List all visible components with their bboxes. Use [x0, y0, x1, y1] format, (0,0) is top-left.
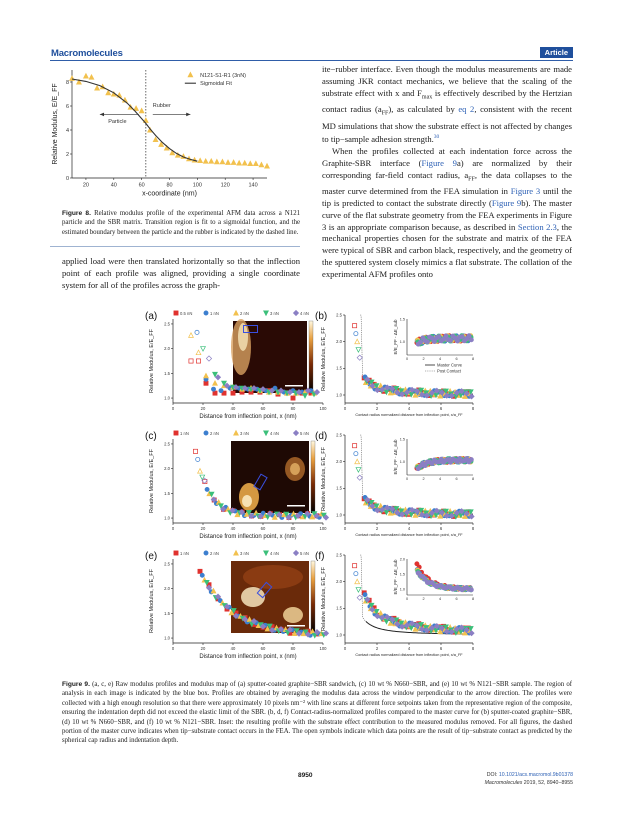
inset-x-tick-label: 2 [422, 477, 425, 481]
x-tick-label: 100 [319, 646, 327, 652]
inset-x-tick-label: 2 [422, 357, 425, 361]
x-tick-label: 120 [220, 182, 230, 189]
data-point [196, 359, 200, 363]
inset-x-tick-label: 8 [471, 357, 475, 361]
inset-y-tick-label: 1.0 [399, 339, 405, 344]
inset-x-tick-label: 0 [405, 357, 409, 361]
inset-x-tick-label: 8 [471, 597, 475, 601]
scale-bar [287, 505, 305, 507]
particle-arrowhead [100, 113, 104, 117]
data-point [231, 160, 236, 165]
x-tick-label: 6 [439, 646, 443, 652]
figure-9d-chart [313, 427, 483, 547]
x-tick-label: 4 [407, 526, 411, 532]
y-tick-label: 2.5 [164, 441, 170, 447]
x-tick-label: 40 [230, 526, 236, 532]
legend-label: 3 nN [270, 310, 279, 316]
legend-label: 1 nN [210, 310, 219, 316]
data-point [259, 162, 264, 167]
open-data-point [355, 579, 360, 584]
x-axis-label: Distance from inflection point, x (nm) [199, 414, 297, 421]
data-point [204, 373, 209, 378]
inset-x-tick-label: 6 [455, 597, 458, 601]
x-tick-label: 20 [82, 182, 89, 189]
x-tick-label: 2 [375, 646, 379, 652]
ref-30-link[interactable]: 30 [433, 134, 440, 141]
y-tick-label: 2.0 [336, 339, 342, 345]
y-axis-label: Relative Modulus, E/E_FF [321, 327, 327, 391]
legend-label: 0.5 nN [180, 310, 193, 316]
annotation-particle: Particle [108, 118, 127, 125]
paragraph-1 [322, 64, 572, 146]
y-tick-label: 0 [65, 175, 69, 182]
legend-marker [174, 431, 178, 435]
x-tick-label: 6 [439, 406, 443, 412]
inset-data-point [469, 457, 473, 461]
x-tick-label: 0 [343, 406, 347, 412]
p2-text-b: a) are normalized by their corresponding far-field contact radius, a [322, 157, 572, 180]
panel-label: (c) [145, 431, 157, 442]
x-axis-label: Contact radius normalized distance from inflection point, x/a_FF [355, 533, 463, 537]
figure-8-caption [62, 209, 300, 237]
y-axis-label: Relative Modulus, E/E_FF [149, 449, 155, 513]
legend-marker [234, 551, 239, 556]
open-data-point [356, 348, 361, 353]
y-tick-label: 1.5 [164, 610, 170, 616]
open-data-point [355, 459, 360, 464]
figure-8-chart [50, 62, 280, 198]
y-tick-label: 1.0 [164, 635, 170, 641]
y-tick-label: 2.5 [336, 552, 342, 558]
y-axis-label: Relative Modulus, E/E_FF [149, 329, 155, 393]
x-axis-label: Distance from inflection point, x (nm) [199, 654, 297, 661]
map-feature [283, 607, 303, 623]
page-number: 8950 [298, 772, 313, 779]
legend-marker [204, 551, 208, 555]
y-tick-label: 2.5 [336, 432, 342, 438]
open-data-point [353, 324, 357, 328]
p1-text-c: ), as calculated by [388, 104, 459, 115]
legend-marker [264, 311, 269, 316]
modulus-map-image [231, 319, 307, 393]
inset-y-tick-label: 1.0 [399, 587, 405, 592]
panel-label: (b) [315, 311, 328, 322]
inset-x-tick-label: 4 [438, 597, 442, 601]
y-tick-label: 8 [65, 79, 69, 86]
open-data-point [355, 339, 360, 344]
y-tick-label: 2 [65, 151, 69, 158]
inset-data-point [448, 338, 452, 342]
data-point [204, 381, 208, 385]
data-point [205, 487, 209, 491]
legend-label: 5 nN [300, 550, 309, 556]
inset-y-axis-label: E/E_FF - ΔE_sub [393, 439, 398, 475]
x-tick-label: 140 [248, 182, 258, 189]
open-data-point [353, 564, 357, 568]
journal-name[interactable]: Macromolecules [51, 48, 123, 59]
panel-label: (d) [315, 431, 328, 442]
data-point [198, 569, 202, 573]
data-point [242, 161, 247, 166]
sigmoidal-fit-line [72, 79, 197, 161]
x-tick-label: 4 [407, 646, 411, 652]
data-point [213, 391, 217, 395]
annotation-rubber: Rubber [152, 103, 171, 110]
x-tick-label: 100 [319, 406, 327, 412]
p2-text-e: b). The master curve of the flat substrate geometry from the FEA experiments in Figure 3 is an appropriate comparison because, as described in [322, 197, 572, 232]
figure-9e-chart [143, 547, 333, 667]
x-tick-label: 40 [110, 182, 117, 189]
y-tick-label: 2.0 [164, 466, 170, 472]
inset-data-point [469, 588, 473, 592]
open-data-point [357, 595, 362, 600]
inset-data-point [467, 334, 471, 338]
open-data-point [354, 452, 358, 456]
legend-marker [204, 431, 208, 435]
map-feature [290, 463, 300, 475]
x-axis-label: Distance from inflection point, x (nm) [199, 534, 297, 541]
open-data-point [353, 444, 357, 448]
p1-text-d: , consistent with the recent MD simulations that show the substrate effect is not affected by changes to tip−sample adhesion strength. [322, 104, 572, 145]
inset-y-tick-label: 1.0 [399, 459, 405, 464]
y-axis-label: Relative Modulus, E/E_FF [321, 447, 327, 511]
x-tick-label: 8 [471, 406, 475, 412]
open-data-point [354, 332, 358, 336]
y-axis-label: Relative Modulus, E/E_FF [52, 83, 59, 165]
data-point [198, 158, 203, 163]
data-point [89, 75, 94, 80]
x-tick-label: 40 [230, 406, 236, 412]
data-point [95, 86, 100, 91]
y-tick-label: 2.5 [336, 312, 342, 318]
x-tick-label: 0 [343, 646, 347, 652]
legend-label: Sigmoidal Fit [200, 81, 232, 88]
legend-label: Post Contact [437, 368, 461, 374]
inset-x-tick-label: 0 [405, 477, 409, 481]
x-tick-label: 6 [439, 526, 443, 532]
data-point [189, 359, 193, 363]
figure-8-caption-text: Relative modulus profile of the experimental AFM data across a N121 particle and the SBR matrix. Transition region is fit to a sigmoidal function, and the estimated boundary between the particle and the rubber is indicated by the dashed line. [62, 210, 300, 236]
data-point [213, 381, 218, 386]
scale-bar [285, 385, 303, 387]
footer-citation [485, 772, 573, 787]
p2-text-c: , the data collapses to the master curve determined from the FEA simulation in [322, 169, 572, 197]
legend-label: Master Curve [437, 362, 463, 368]
data-point [211, 387, 215, 391]
inset-data-point [425, 340, 429, 344]
x-tick-label: 8 [471, 526, 475, 532]
y-axis-label: Relative Modulus, E/E_FF [149, 569, 155, 633]
data-point [231, 391, 235, 395]
panel-label: (e) [145, 551, 158, 562]
x-tick-label: 0 [171, 406, 175, 412]
inset-x-tick-label: 4 [438, 357, 442, 361]
data-point [206, 356, 211, 361]
panel-label: (f) [315, 551, 325, 562]
x-tick-label: 60 [138, 182, 145, 189]
inset-x-tick-label: 2 [422, 597, 425, 601]
x-tick-label: 2 [375, 526, 379, 532]
legend-label: 2 nN [240, 310, 249, 316]
x-tick-label: 8 [471, 646, 475, 652]
y-tick-label: 2.5 [164, 321, 170, 327]
figure-9b-chart [313, 307, 483, 427]
y-tick-label: 2.0 [336, 579, 342, 585]
data-point [253, 161, 258, 166]
x-tick-label: 80 [290, 406, 296, 412]
legend-label: 1 nN [180, 550, 189, 556]
x-tick-label: 0 [171, 646, 175, 652]
x-tick-label: 2 [375, 406, 379, 412]
legend-label: 2 nN [210, 550, 219, 556]
y-tick-label: 6 [65, 103, 69, 110]
legend-marker [234, 431, 239, 436]
data-point [195, 330, 199, 334]
data-point [189, 333, 194, 338]
data-point [291, 396, 295, 400]
figure-9-caption-text: (a, c, e) Raw modulus profiles and modulus map of (a) sputter-coated graphite−SBR sandwich, (c) 10 wt % N660−SBR, and (e) 10 wt % N121−SBR sample. The region of analysis in each image is indicated by the blue box. Profiles are obtained by averaging the modulus data across the window perpendicular to the arrow direction. The profiles were collected with a high enough resolution so that there were approximately 10 pixels nm⁻² with line scans at different force setpoints taken from the representative region of the composite, ensuring the indentation depth did not exceed the elastic limit of the SBR. (b, d, f) Contact-radius-normalized profiles compared to the master curve for (b) sputter-coated graphite−SBR, (d) 10 wt % N660−SBR, and (f) 10 wt % N121−SBR. Inset: the resulting profile with the substrate effect contribution to the measured modulus removed. For all figures, the dashed portion of the master curve indicates when tip−substrate contact occurs in the FEA. The open symbols indicate which data points are the result of tip−substrate contact as predicted by the spherical cap radius and indentation depth. [62, 681, 572, 745]
x-axis-label: Contact radius normalized distance from inflection point, x/a_FF [355, 413, 463, 417]
data-point [198, 469, 203, 474]
data-point [209, 159, 214, 164]
inset-y-tick-label: 1.5 [399, 572, 405, 577]
inset-data-point [455, 339, 459, 343]
open-data-point [354, 572, 358, 576]
y-tick-label: 1.5 [336, 605, 342, 611]
legend-label: 4 nN [300, 310, 309, 316]
legend-marker [188, 72, 193, 77]
y-tick-label: 1.0 [336, 512, 342, 518]
legend-marker [293, 550, 298, 555]
figure-9-caption [62, 680, 572, 746]
x-tick-label: 60 [260, 406, 266, 412]
data-point [214, 159, 219, 164]
doi-label: DOI: [486, 772, 499, 778]
journal-header [50, 47, 573, 61]
citation-text: 2019, 52, 8940−8955 [522, 779, 573, 786]
open-data-point [356, 588, 361, 593]
data-point [215, 375, 220, 380]
data-point [303, 393, 308, 398]
x-tick-label: 40 [230, 646, 236, 652]
data-point [226, 160, 231, 165]
data-point [220, 159, 225, 164]
legend-marker [204, 311, 208, 315]
post-contact-dashed-curve [360, 315, 365, 381]
right-column-text [322, 64, 572, 281]
inset-y-axis-label: E/E_FF - ΔE_sub [393, 559, 398, 595]
inset-y-tick-label: 1.5 [399, 317, 405, 322]
open-data-point [356, 468, 361, 473]
paragraph-2 [322, 146, 572, 280]
data-point [193, 449, 197, 453]
figure-9b-link[interactable]: Figure 9 [491, 197, 522, 208]
p2-text-a: When the profiles collected at each indentation force across the Graphite-SBR interface ( [322, 146, 572, 168]
post-contact-dashed-curve [360, 435, 365, 501]
open-data-point [357, 355, 362, 360]
inset-x-tick-label: 8 [471, 477, 475, 481]
p2-text-f: , the mechanical properties chosen for the substrate and matrix of the FEA were typical of SBR and carbon black, respectively, and the geometry of the sputtered system closely mimics a flat substrate. The collation of the experimental AFM profiles onto [322, 221, 572, 279]
modulus-map-image [231, 561, 309, 633]
p2-text-d: until the tip is predicted to contact the substrate directly ( [322, 186, 572, 208]
y-tick-label: 2.0 [164, 346, 170, 352]
figure-3-link[interactable]: Figure 3 [510, 186, 541, 197]
citation-journal: Macromolecules [484, 779, 523, 786]
legend-label: 5 nN [300, 430, 309, 436]
x-tick-label: 100 [192, 182, 202, 189]
legend-label: 3 nN [240, 430, 249, 436]
x-tick-label: 0 [343, 526, 347, 532]
left-column-text [62, 256, 300, 291]
inset-y-tick-label: 1.5 [399, 437, 405, 442]
y-tick-label: 2.0 [336, 459, 342, 465]
figure-9a-chart [143, 307, 333, 427]
aff-sub-2: FF [468, 176, 475, 183]
x-axis-label: x-coordinate (nm) [142, 190, 197, 198]
eq-2-link[interactable]: eq 2 [458, 104, 475, 115]
legend-label: N121-S1-R1 (3nN) [200, 72, 247, 79]
y-tick-label: 1.5 [164, 490, 170, 496]
open-data-point [357, 475, 362, 480]
x-tick-label: 20 [200, 406, 206, 412]
y-axis-label: Relative Modulus, E/E_FF [321, 567, 327, 631]
map-feature [242, 495, 252, 507]
x-tick-label: 80 [290, 646, 296, 652]
y-tick-label: 1.5 [336, 365, 342, 371]
legend-label: 1 nN [180, 430, 189, 436]
modulus-map-image [231, 441, 309, 513]
x-tick-label: 60 [260, 646, 266, 652]
inset-y-axis-label: E/E_FF - ΔE_sub [393, 319, 398, 355]
data-point [363, 593, 367, 597]
data-point [196, 457, 200, 461]
y-tick-label: 4 [65, 127, 69, 134]
caption-divider [50, 246, 300, 247]
map-feature [243, 565, 303, 589]
data-point [196, 350, 201, 355]
legend-label: 4 nN [270, 550, 279, 556]
y-tick-label: 1.0 [164, 395, 170, 401]
figure-9f-chart [313, 547, 483, 667]
inset-data-point [437, 334, 441, 338]
x-tick-label: 0 [171, 526, 175, 532]
y-tick-label: 2.0 [164, 586, 170, 592]
x-tick-label: 4 [407, 406, 411, 412]
legend-label: 4 nN [270, 430, 279, 436]
inset-data-point [469, 338, 473, 342]
panel-label: (a) [145, 311, 158, 322]
inset-x-tick-label: 4 [438, 477, 442, 481]
doi-link[interactable]: 10.1021/acs.macromol.9b01378 [498, 772, 573, 778]
p1-text-b: is effectively described by the Hertzian contact radius (a [322, 87, 572, 115]
x-tick-label: 20 [200, 526, 206, 532]
legend-marker [293, 310, 298, 315]
legend-label: 3 nN [240, 550, 249, 556]
x-tick-label: 60 [260, 526, 266, 532]
x-tick-label: 20 [200, 646, 206, 652]
y-tick-label: 2.5 [164, 561, 170, 567]
inset-y-tick-label: 2.0 [399, 557, 405, 562]
figure-8-label: Figure 8. [62, 210, 91, 217]
legend-marker [293, 430, 298, 435]
figure-9c-chart [143, 427, 333, 547]
inset-data-point [460, 334, 464, 338]
data-point [200, 573, 204, 577]
y-tick-label: 1.0 [336, 632, 342, 638]
inset-x-tick-label: 0 [405, 597, 409, 601]
scale-bar [287, 625, 305, 627]
data-point [201, 347, 206, 352]
legend-marker [264, 551, 269, 556]
x-axis-label: Contact radius normalized distance from inflection point, x/a_FF [355, 653, 463, 657]
left-paragraph: applied load were then translated horizontally so that the inflection point of each profile was aligned, providing a single coordinate system for all of the profiles across the graph- [62, 256, 300, 290]
legend-marker [264, 431, 269, 436]
data-point [219, 389, 223, 393]
x-tick-label: 100 [319, 526, 327, 532]
figure-9-link[interactable]: Figure 9 [421, 157, 457, 168]
y-tick-label: 1.5 [164, 370, 170, 376]
post-contact-dashed-curve [360, 555, 365, 621]
y-tick-label: 1.5 [336, 485, 342, 491]
legend-label: 2 nN [210, 430, 219, 436]
inset-x-tick-label: 6 [455, 477, 458, 481]
section-2-3-link[interactable]: Section 2.3 [517, 221, 557, 232]
x-tick-label: 80 [166, 182, 173, 189]
article-badge: Article [540, 47, 573, 58]
legend-marker [234, 311, 239, 316]
x-tick-label: 80 [290, 526, 296, 532]
aff-sub: FF [381, 110, 389, 117]
y-tick-label: 1.0 [164, 515, 170, 521]
p1-text: ite−rubber interface. Even though the modulus measurements are made assuming JKR contact mechanics, we believe that the scaling of the substrate effect with x and F [322, 64, 572, 98]
data-point [237, 161, 242, 166]
data-point [248, 161, 253, 166]
data-point [203, 159, 208, 164]
inset-x-tick-label: 6 [455, 357, 458, 361]
inset-data-point [418, 340, 422, 344]
data-point [139, 108, 144, 113]
legend-marker [174, 551, 178, 555]
figure-9-label: Figure 9. [62, 681, 90, 688]
legend-marker [174, 311, 178, 315]
data-point [84, 74, 89, 79]
data-point [265, 164, 270, 169]
y-tick-label: 1.0 [336, 392, 342, 398]
rubber-arrowhead [186, 113, 190, 117]
fmax-sub: max [421, 94, 433, 101]
